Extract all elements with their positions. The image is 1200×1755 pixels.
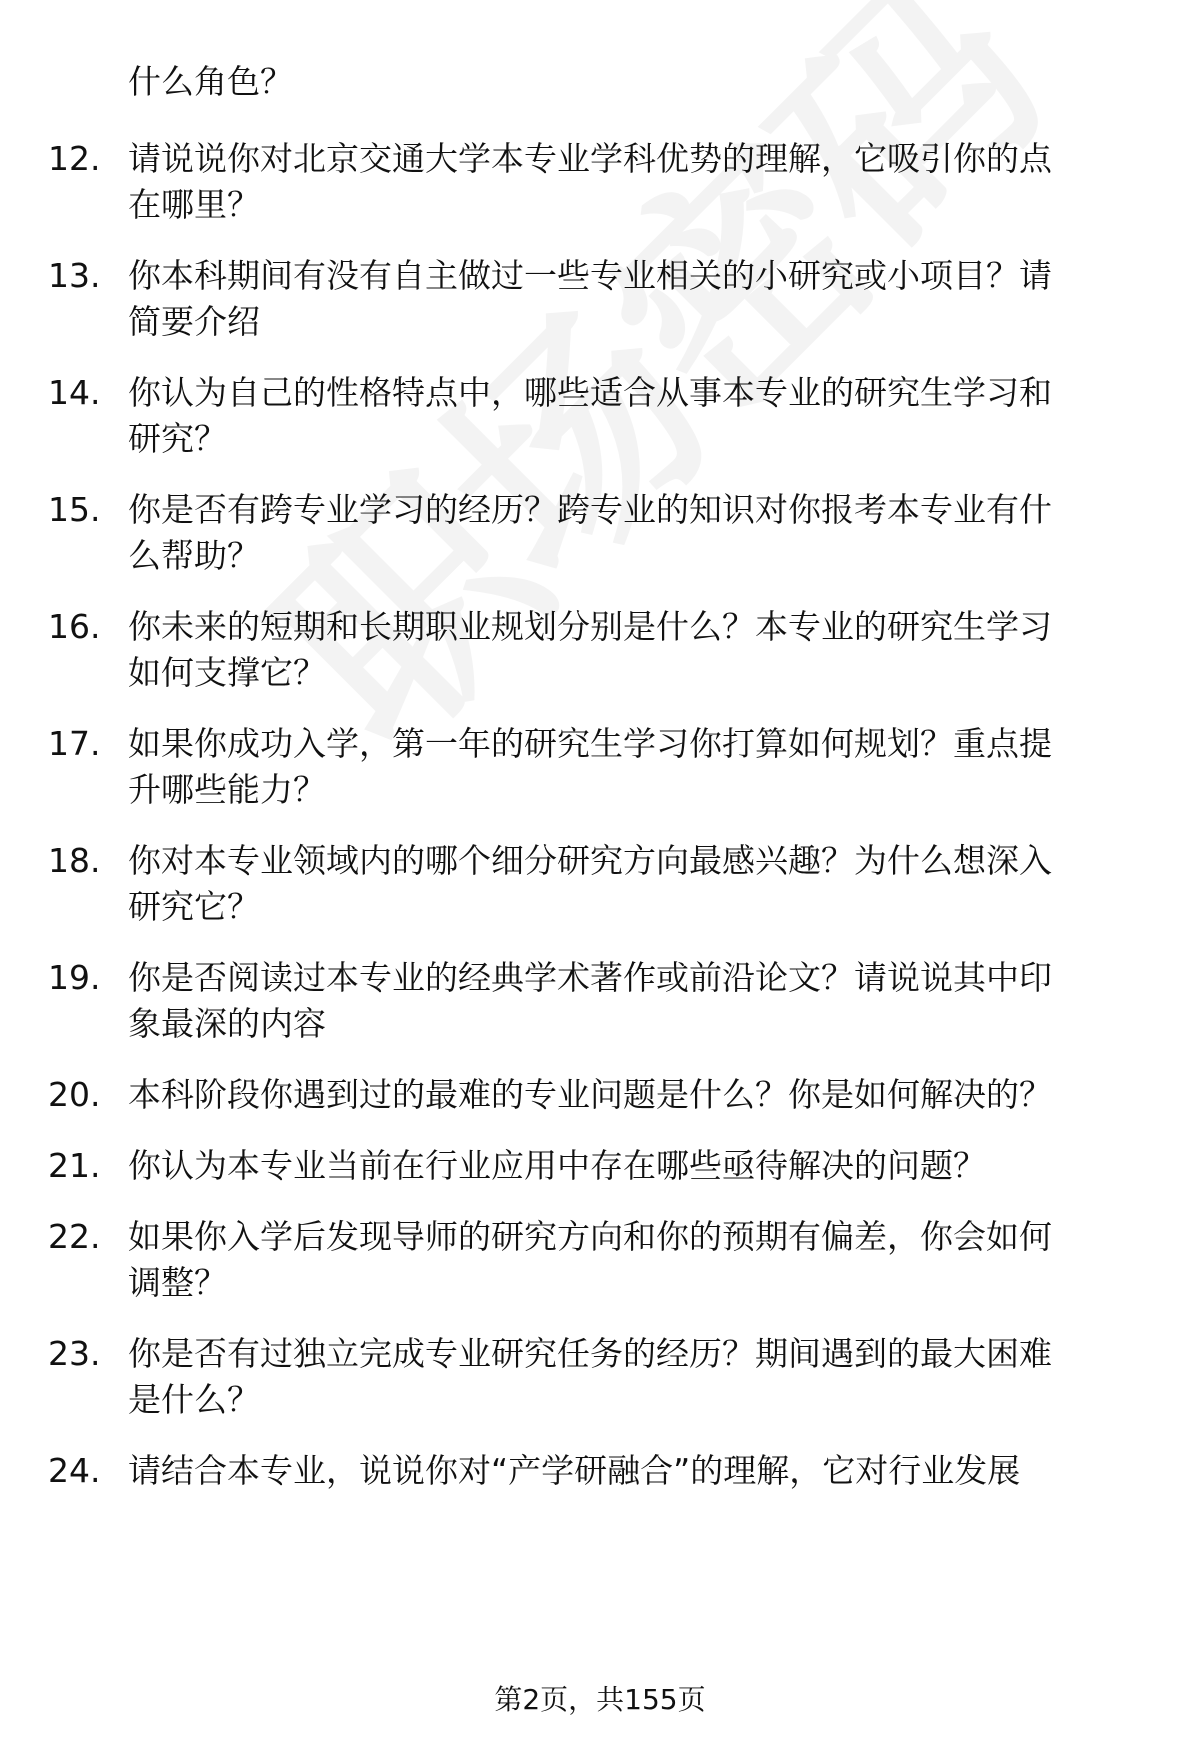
question-text-line2: 如何支撑它？ (128, 653, 326, 692)
question-item-18 (0, 837, 1200, 937)
question-number: 15. (48, 490, 101, 529)
question-item-21 (0, 1142, 1200, 1192)
continuation-line: 什么角色？ (128, 62, 293, 101)
question-text-line1: 你是否有跨专业学习的经历？跨专业的知识对你报考本专业有什 (128, 490, 1052, 529)
question-item-13 (0, 252, 1200, 352)
question-text-line1: 你认为本专业当前在行业应用中存在哪些亟待解决的问题？ (128, 1146, 986, 1185)
question-number: 16. (48, 607, 101, 646)
question-text-line1: 你对本专业领域内的哪个细分研究方向最感兴趣？为什么想深入 (128, 841, 1052, 880)
page-footer: 第2页，共155页 (494, 1683, 706, 1716)
question-item-12 (0, 135, 1200, 235)
question-number: 14. (48, 373, 101, 412)
question-text-line1: 如果你成功入学，第一年的研究生学习你打算如何规划？重点提 (128, 724, 1052, 763)
question-text-line2: 是什么？ (128, 1380, 260, 1419)
question-text-line1: 你是否阅读过本专业的经典学术著作或前沿论文？请说说其中印 (128, 958, 1052, 997)
question-text-line1: 请说说你对北京交通大学本专业学科优势的理解，它吸引你的点 (128, 139, 1052, 178)
question-text-line1: 如果你入学后发现导师的研究方向和你的预期有偏差，你会如何 (128, 1217, 1052, 1256)
question-number: 23. (48, 1334, 101, 1373)
question-number: 12. (48, 139, 101, 178)
question-text-line2: 象最深的内容 (128, 1004, 326, 1043)
question-text-line2: 么帮助？ (128, 536, 260, 575)
question-number: 17. (48, 724, 101, 763)
question-text-line2: 升哪些能力？ (128, 770, 326, 809)
question-item-15 (0, 486, 1200, 586)
question-number: 13. (48, 256, 101, 295)
question-number: 19. (48, 958, 101, 997)
question-item-24 (0, 1447, 1200, 1497)
question-text-line1: 本科阶段你遇到过的最难的专业问题是什么？你是如何解决的？ (128, 1075, 1052, 1114)
question-text-line1: 你是否有过独立完成专业研究任务的经历？期间遇到的最大困难 (128, 1334, 1052, 1373)
question-item-19 (0, 954, 1200, 1054)
question-item-17 (0, 720, 1200, 820)
question-text-line2: 研究它？ (128, 887, 260, 926)
question-item-14 (0, 369, 1200, 469)
question-text-line1: 请结合本专业，说说你对“产学研融合”的理解，它对行业发展 (128, 1451, 1021, 1490)
question-number: 18. (48, 841, 101, 880)
question-number: 21. (48, 1146, 101, 1185)
question-item-20 (0, 1071, 1200, 1121)
question-text-line1: 你未来的短期和长期职业规划分别是什么？本专业的研究生学习 (128, 607, 1052, 646)
question-text-line1: 你本科期间有没有自主做过一些专业相关的小研究或小项目？请 (128, 256, 1052, 295)
question-text-line2: 简要介绍 (128, 302, 260, 341)
question-number: 24. (48, 1451, 101, 1490)
question-text-line2: 在哪里？ (128, 185, 260, 224)
question-item-23 (0, 1330, 1200, 1430)
question-text-line1: 你认为自己的性格特点中，哪些适合从事本专业的研究生学习和 (128, 373, 1052, 412)
question-item-22 (0, 1213, 1200, 1313)
question-number: 20. (48, 1075, 101, 1114)
question-text-line2: 研究？ (128, 419, 227, 458)
question-item-16 (0, 603, 1200, 703)
question-number: 22. (48, 1217, 101, 1256)
question-text-line2: 调整？ (128, 1263, 227, 1302)
